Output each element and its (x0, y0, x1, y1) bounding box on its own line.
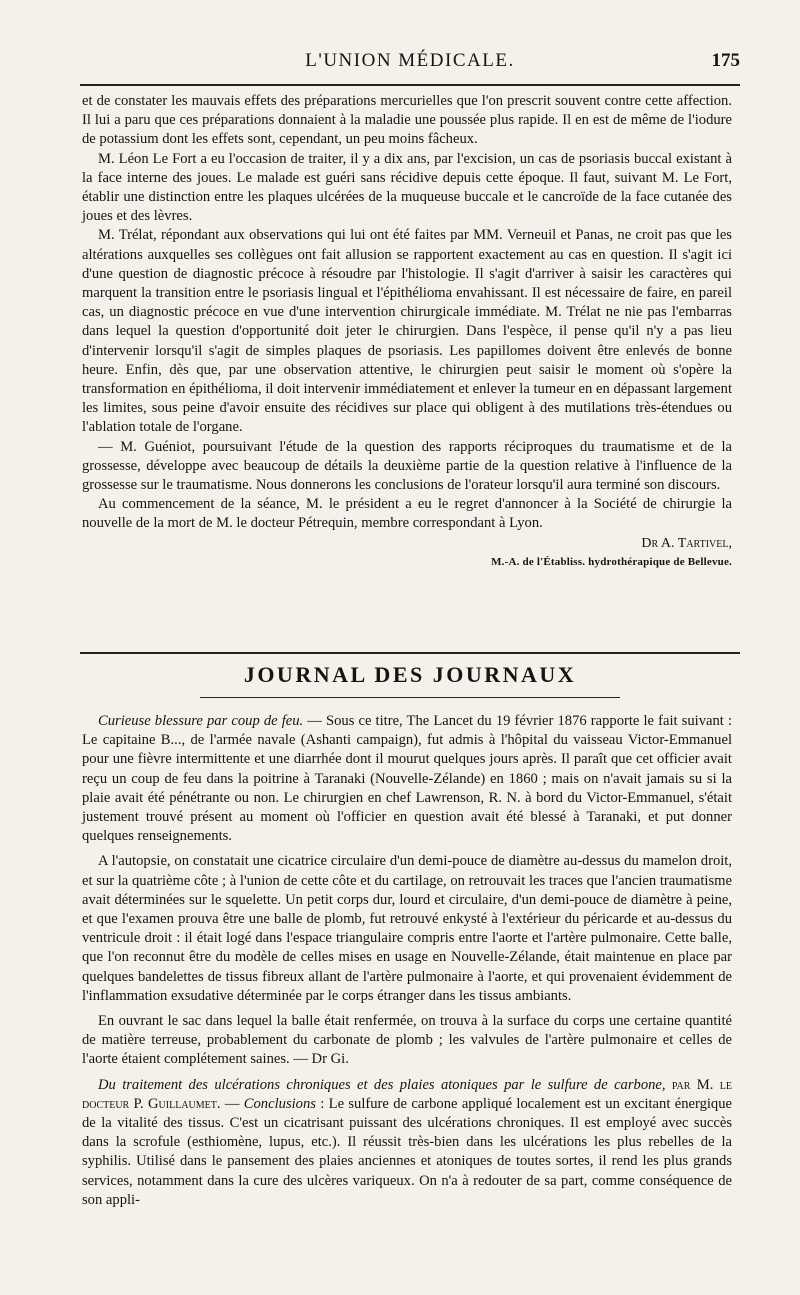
header-rule (80, 84, 740, 86)
article-journal-des-journaux (82, 712, 732, 1216)
page-header (80, 48, 740, 78)
section-title: JOURNAL DES JOURNAUX (243, 662, 577, 687)
article-heading: Curieuse blessure par coup de feu. (98, 713, 304, 729)
section-rule-top (80, 652, 740, 654)
paragraph-sulfure (82, 1076, 732, 1210)
author-line: par M. le docteur P. Guillaumet. — (82, 1076, 732, 1112)
paragraph: M. Trélat, répondant aux observations qui lui ont été faites par MM. Verneuil et Panas, ne croit pas que les altérations auxquelles ses collègues ont fait allusion se rapportent exactement au cas en question. Il s'agit ici d'une question de diagnostic précoce à résoudre par l'histologie. Il s'agit d'arriver à saisir les caractères qui marquent la transition entre le psoriasis lingual et l'épithélioma envahissant. Il est nécessaire de faire, en pareil cas, un diagnostic précoce en vue d'une intervention chirurgicale immédiate. M. Trélat ne nie pas l'embarras dans lequel la question d'opportunité doit jeter le chirurgien. Dans l'espèce, il pense qu'il n'y a pas lieu d'intervenir lorsqu'il s'agit de simples plaques de psoriasis. Les papillomes doivent être enlevés de bonne heure. Enfin, dès que, par une observation attentive, le chirurgien peut saisir le moment où s'opère la transformation en épithélioma, il doit intervenir immédiatement et enlever la tumeur en en dépassant largement les limites, sous peine d'avoir ensuite des récidives sur place qui obligent à des mutilations très-étendues ou l'ablation totale de l'organe. (82, 227, 732, 436)
paragraph: En ouvrant le sac dans lequel la balle était renfermée, on trouva à la surface du corps une certaine quantité de matière terreuse, probablement du carbonate de plomb ; les valvules de l'artère pulmonaire et celles de l'aorte étaient complétement saines. — Dr Gi. (82, 1013, 732, 1068)
paragraph-gunshot (82, 712, 732, 846)
conclusions-label: Conclusions (243, 1095, 316, 1112)
paragraph-text: — Sous ce titre, The Lancet du 19 février 1876 rapporte le fait suivant : Le capitaine B..., de l'armée navale (Ashanti campaign), fut admis à l'hôpital du vaisseau Victor-Emmanuel pour une fièvre intermittente et une diarrhée dont il mourut quelques jours après. Il paraît que cet officier avait reçu un coup de feu dans la poitrine à Taranaki (Nouvelle-Zélande) en 1860 ; mais on n'avait jamais su si la plaie avait été pénétrante ou non. Le chirurgien en chef Lawrenson, R. N. à bord du Victor-Emmanuel, s'était justement trouvé présent au moment où l'officier en question avait été blessé à Taranaki, et put donner quelques renseignements. (82, 713, 732, 845)
author-signature: Dr A. Tartivel, (641, 535, 732, 551)
article-societe-chirurgie (82, 92, 732, 572)
paragraph: A l'autopsie, on constatait une cicatrice circulaire d'un demi-pouce de diamètre au-dessus du mamelon droit, et sur la quatrième côte ; à l'union de cette côte et du cartilage, on retrouvait les traces que l'ancien traumatisme avait déterminées sur le squelette. Un petit corps dur, lourd et circulaire, d'un demi-pouce de diamètre à peine, et que l'examen prouva être une balle de plomb, fut retrouvé enkysté à l'extérieur du péricarde et au-dessus du ventricule droit : il était logé dans l'espace triangulaire compris entre l'aorte et l'artère pulmonaire. Cette balle, que l'on reconnut être du modèle de celles mises en usage en Nouvelle-Zélande, était maintenue en place par quelques bandelettes de tissus fibreux allant de l'artère pulmonaire à l'aorte, et qui provenaient évidemment de l'inflammation exsudative déterminée par le corps étranger dans les tissus ambiants. (82, 853, 732, 1004)
paragraph-text: : Le sulfure de carbone appliqué localement est un excitant énergique de la vitalité des tissus. C'est un cicatrisant puissant des ulcérations chroniques. Il est employé avec succès dans la scrofule (esthiomène, lupus, etc.). Il réussit très-bien dans les ulcérations les plus rebelles de la syphilis. Utilisé dans le pansement des plaies anciennes et atoniques de toutes sortes, il rend les plus grands services, notamment dans la cure des ulcères variqueux. On n'a à redouter de sa part, comme conséquence de son appli- (82, 1095, 732, 1208)
paragraph: Au commencement de la séance, M. le président a eu le regret d'annoncer à la Société de chirurgie la nouvelle de la mort de M. le docteur Pétrequin, membre correspondant à Lyon. (82, 496, 732, 532)
section-rule-bottom (200, 697, 620, 698)
paragraph: M. Léon Le Fort a eu l'occasion de traiter, il y a dix ans, par l'excision, un cas de psoriasis buccal existant à la face interne des joues. Le malade est guéri sans récidive depuis cette époque. Il faut, suivant M. Le Fort, établir une distinction entre les plaques ulcérées de la muqueuse buccale et le cancroïde de la face cutanée des joues et des lèvres. (82, 150, 732, 225)
author-title: M.-A. de l'Établiss. hydrothérapique de Bellevue. (491, 555, 732, 568)
paragraph: et de constater les mauvais effets des préparations mercurielles que l'on prescrit souvent contre cette affection. Il lui a paru que ces préparations donnaient à la maladie une poussée plus rapide. Il en est de même de l'iodure de potassium dont les effets sont, cependant, un peu moins fâcheux. (82, 93, 732, 148)
paragraph: — M. Guéniot, poursuivant l'étude de la question des rapports réciproques du traumatisme et de la grossesse, développe avec beaucoup de détails la deuxième partie de la question relative à l'influence de la grossesse sur le traumatisme. Nous donnerons les conclusions de l'orateur lorsqu'il aura terminé son discours. (82, 438, 732, 494)
running-title: L'UNION MÉDICALE. (305, 50, 515, 71)
page-number: 175 (711, 50, 740, 71)
article-heading: Du traitement des ulcérations chroniques et des plaies atoniques par le sulfure de carbone, (98, 1076, 666, 1093)
